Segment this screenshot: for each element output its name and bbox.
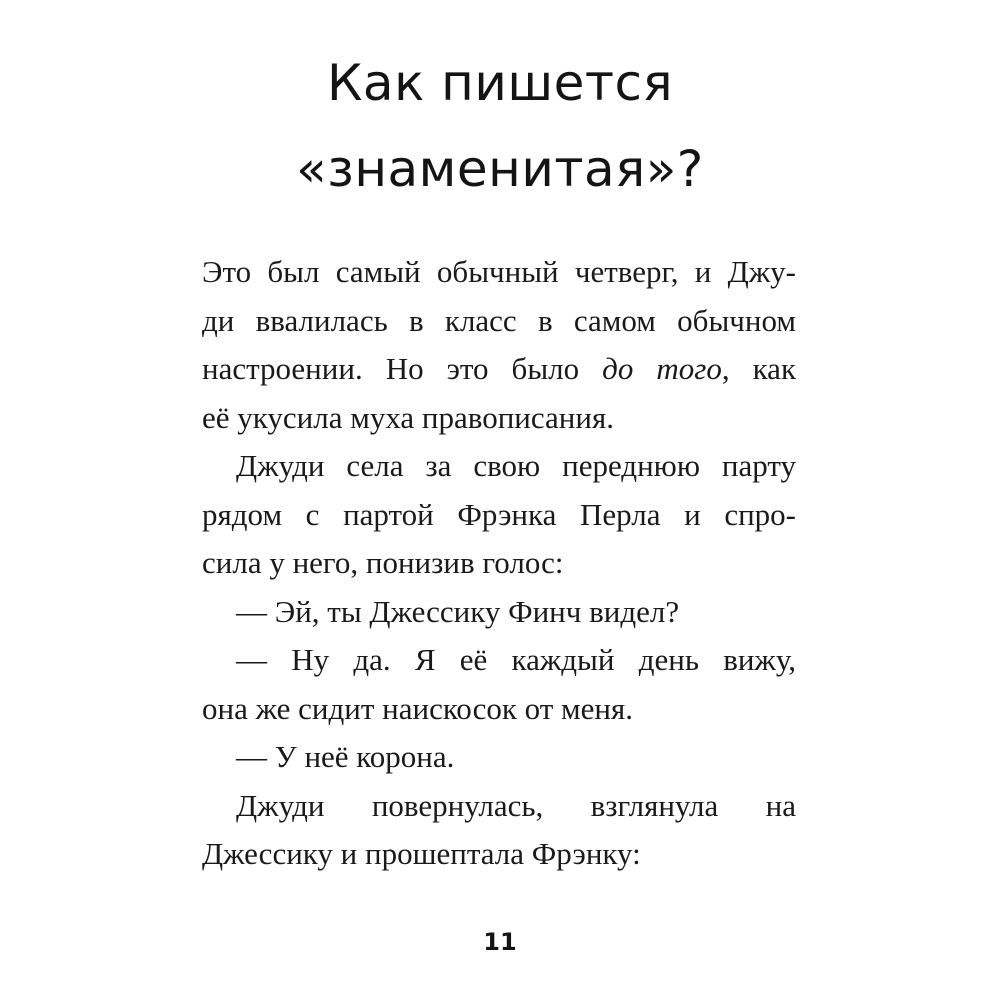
text-run: , как bbox=[721, 351, 797, 386]
text-line: Джуди повернулась, взглянула на bbox=[236, 787, 796, 823]
text-line: Джессику и прошептала Фрэнку: bbox=[202, 836, 641, 871]
text-line: Джуди села за свою переднюю парту bbox=[236, 448, 796, 483]
text-run: настроении. Но это было bbox=[202, 351, 603, 386]
text-line: сила у него, понизив голос: bbox=[202, 545, 564, 580]
text-line: она же сидит наискосок от меня. bbox=[202, 690, 634, 726]
chapter-title-line-1: Как пишется bbox=[326, 54, 674, 112]
text-line: рядом с партой Фрэнка Перла и спро- bbox=[202, 496, 796, 532]
chapter-title bbox=[0, 40, 1000, 212]
text-line: её укусила муха правописания. bbox=[202, 399, 614, 435]
text-line: Это был самый обычный четверг, и Джу- bbox=[202, 254, 796, 289]
emphasized-text: до того bbox=[602, 351, 722, 386]
text-line: — У неё корона. bbox=[236, 739, 455, 774]
body-text bbox=[202, 248, 796, 879]
chapter-title-line-2: «знаменитая»? bbox=[296, 140, 704, 198]
text-line: ди ввалилась в класс в самом обычном bbox=[202, 302, 796, 338]
page-number: 11 bbox=[483, 928, 517, 956]
text-line: — Ну да. Я её каждый день вижу, bbox=[236, 642, 796, 677]
text-line: — Эй, ты Джессику Финч видел? bbox=[236, 593, 680, 629]
text-line bbox=[202, 345, 796, 394]
